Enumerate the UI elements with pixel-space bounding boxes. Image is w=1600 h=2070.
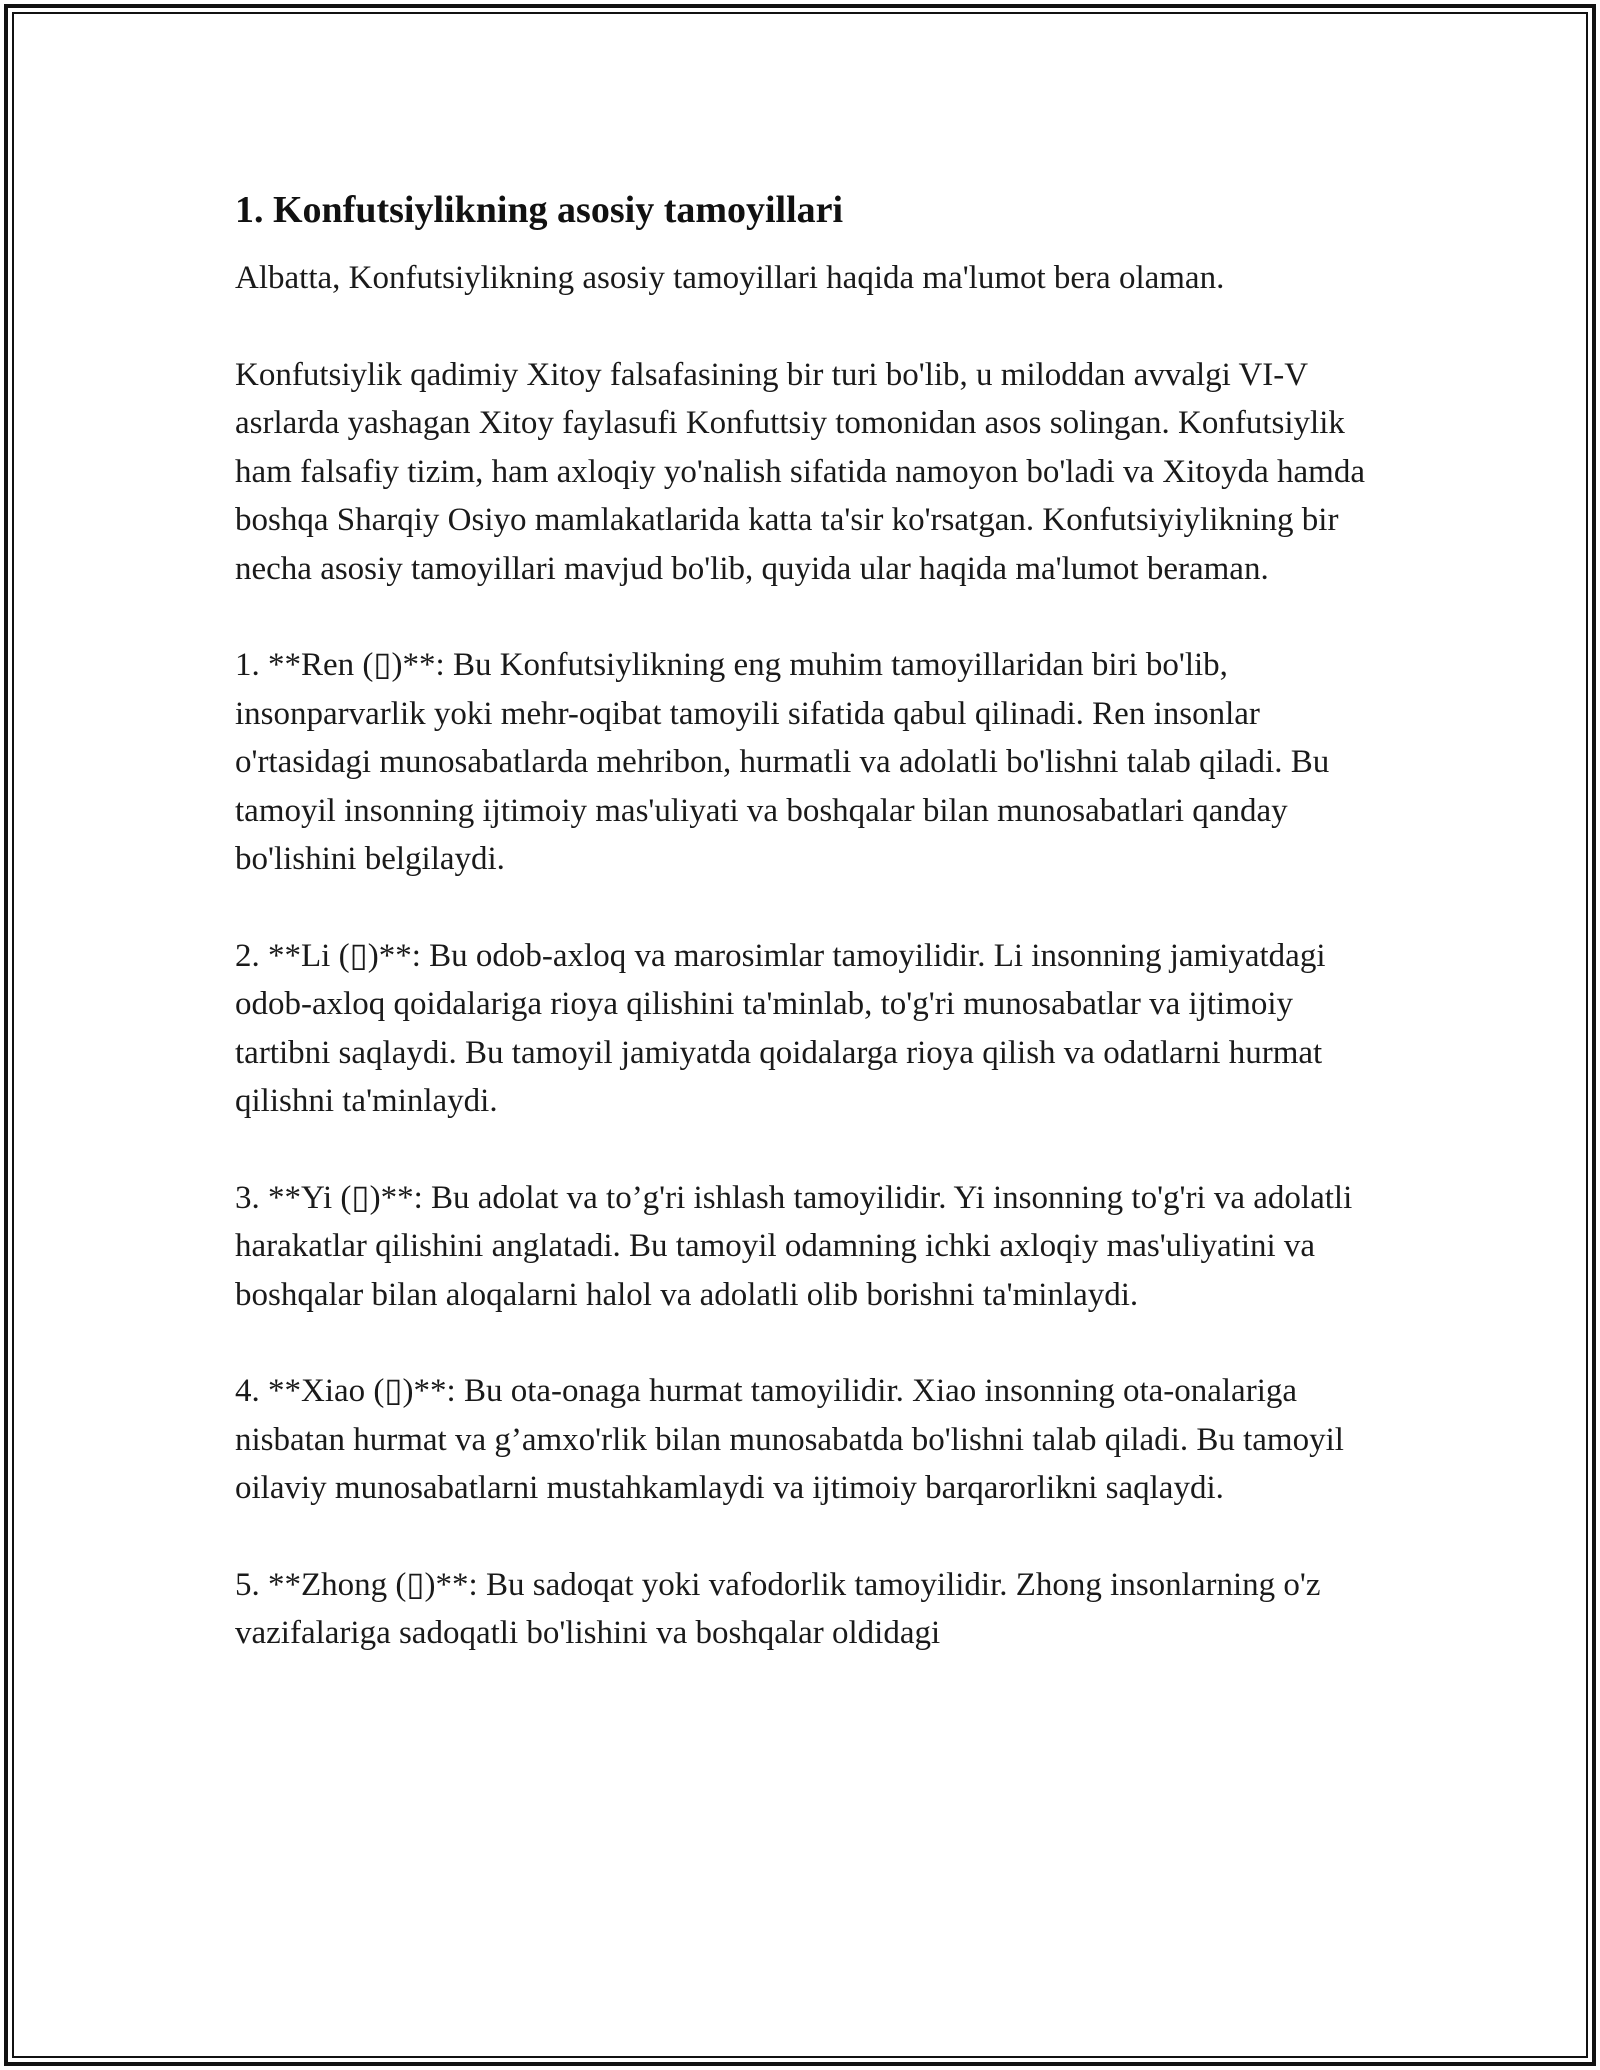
principle-xiao-paragraph: 4. **Xiao (▯)**: Bu ota-onaga hurmat tamoyilidir. Xiao insonning ota-onalariga nisbatan hurmat va g’amxo'rlik bilan munosabatda bo'lishni talab qiladi. Bu tamoyil oilaviy munosabatlarni mustahkamlaydi va ijtimoiy barqarorlikni saqlaydi. — [235, 1373, 1344, 1506]
principle-zhong-paragraph: 5. **Zhong (▯)**: Bu sadoqat yoki vafodorlik tamoyilidir. Zhong insonlarning o'z vazifalariga sadoqatli bo'lishini va boshqalar oldidagi — [235, 1566, 1321, 1651]
principle-li-paragraph: 2. **Li (▯)**: Bu odob-axloq va marosimlar tamoyilidir. Li insonning jamiyatdagi odob-axloq qoidalariga rioya qilishini ta'minlab, to'g'ri munosabatlar va ijtimoiy tartibni saqlaydi. Bu tamoyil jamiyatda qoidalarga rioya qilish va odatlarni hurmat qilishni ta'minlaydi. — [235, 937, 1326, 1119]
principle-ren-paragraph: 1. **Ren (▯)**: Bu Konfutsiylikning eng muhim tamoyillaridan biri bo'lib, insonparvarlik yoki mehr-oqibat tamoyili sifatida qabul qilinadi. Ren insonlar o'rtasidagi munosabatlarda mehribon, hurmatli va adolatli bo'lishni talab qiladi. Bu tamoyil insonning ijtimoiy mas'uliyati va boshqalar bilan munosabatlari qanday bo'lishini belgilaydi. — [235, 647, 1330, 877]
document-body — [235, 186, 1375, 1706]
overview-paragraph: Konfutsiylik qadimiy Xitoy falsafasining bir turi bo'lib, u miloddan avvalgi VI-V asrlarda yashagan Xitoy faylasufi Konfuttsiy tomonidan asos solingan. Konfutsiylik ham falsafiy tizim, ham axloqiy yo'nalish sifatida namoyon bo'ladi va Xitoyda hamda boshqa Sharqiy Osiyo mamlakatlarida katta ta'sir ko'rsatgan. Konfutsiyiylikning bir necha asosiy tamoyillari mavjud bo'lib, quyida ular haqida ma'lumot beraman. — [235, 356, 1365, 587]
principle-yi-paragraph: 3. **Yi (▯)**: Bu adolat va to’g'ri ishlash tamoyilidir. Yi insonning to'g'ri va adolatli harakatlar qilishini anglatadi. Bu tamoyil odamning ichki axloqiy mas'uliyatini va boshqalar bilan aloqalarni halol va adolatli olib borishni ta'minlaydi. — [235, 1179, 1353, 1313]
intro-paragraph: Albatta, Konfutsiylikning asosiy tamoyillari haqida ma'lumot bera olaman. — [235, 260, 1225, 296]
section-heading: 1. Konfutsiylikning asosiy tamoyillari — [235, 189, 844, 231]
